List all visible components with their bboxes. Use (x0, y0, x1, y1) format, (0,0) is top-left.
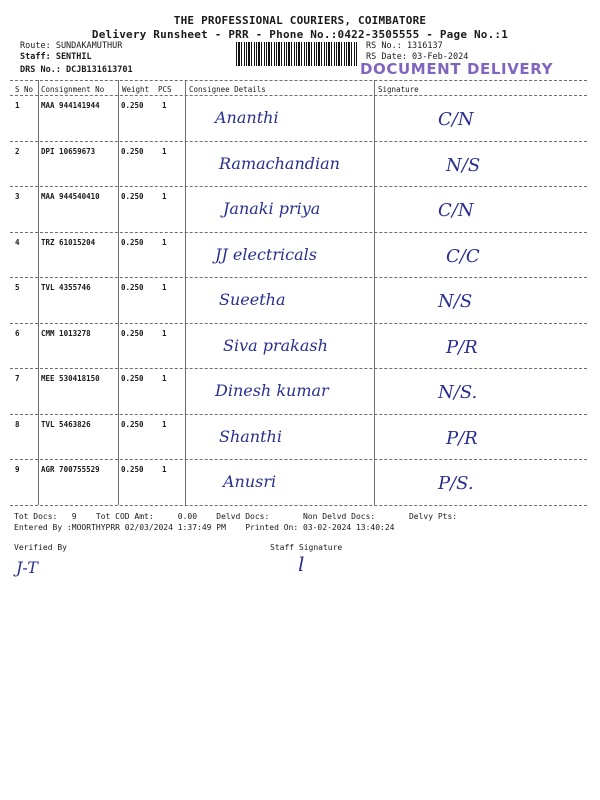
row-signature-handwriting: P/R (446, 427, 478, 449)
column-header-consignment: Consignment No (41, 85, 105, 94)
row-weight: 0.250 (121, 192, 144, 201)
column-header-weight: Weight (122, 85, 150, 94)
route-label: Route: SUNDAKAMUTHUR (20, 41, 123, 51)
row-separator (10, 232, 587, 233)
row-separator (10, 141, 587, 142)
row-signature-handwriting: C/C (446, 245, 480, 267)
row-weight: 0.250 (121, 328, 144, 338)
row-consignee-handwriting: Siva prakash (223, 335, 328, 355)
row-consignee-handwriting: JJ electricals (215, 244, 317, 264)
row-weight: 0.250 (121, 101, 144, 110)
row-signature-handwriting: N/S. (438, 382, 478, 403)
row-serial-number: 2 (15, 146, 20, 156)
row-consignee-handwriting: Sueetha (219, 290, 286, 309)
row-serial-number: 8 (15, 419, 20, 429)
row-pcs: 1 (162, 146, 167, 156)
column-header-pcs: PCS (158, 85, 172, 94)
row-weight: 0.250 (121, 237, 144, 247)
row-serial-number: 1 (15, 101, 20, 110)
totals-line: Tot Docs: 9 Tot COD Amt: 0.00 Delvd Docs: Non Delvd Docs: Delvy Pts: (14, 512, 458, 521)
row-weight: 0.250 (121, 283, 144, 292)
row-signature-handwriting: P/S. (438, 473, 474, 494)
row-consignment-number: AGR 700755529 (41, 465, 100, 474)
row-consignment-number: MEE 530418150 (41, 374, 100, 383)
row-serial-number: 3 (15, 192, 20, 201)
row-separator (10, 277, 587, 278)
row-separator (10, 368, 587, 369)
column-divider (118, 80, 119, 505)
rs-date: RS Date: 03-Feb-2024 (366, 52, 469, 62)
company-title: THE PROFESSIONAL COURIERS, COIMBATORE (173, 14, 427, 27)
column-divider (185, 80, 186, 505)
row-signature-handwriting: N/S (446, 154, 481, 176)
drs-number: DRS No.: DCJB131613701 (20, 65, 133, 75)
staff-signature-mark: l (298, 552, 305, 576)
rs-number: RS No.: 1316137 (366, 41, 443, 51)
row-serial-number: 4 (15, 237, 20, 247)
verified-by-signature: J-T (16, 558, 38, 577)
table-bottom-rule (10, 505, 587, 506)
row-consignment-number: TVL 5463826 (41, 419, 91, 429)
column-header-consignee: Consignee Details (189, 85, 266, 94)
row-serial-number: 6 (15, 328, 20, 338)
row-consignee-handwriting: Shanthi (219, 426, 282, 446)
row-signature-handwriting: P/R (446, 336, 478, 358)
row-weight: 0.250 (121, 465, 144, 474)
runsheet-subtitle: Delivery Runsheet - PRR - Phone No.:0422-3505555 - Page No.:1 (91, 28, 509, 41)
row-separator (10, 414, 587, 415)
column-header-signature: Signature (378, 85, 419, 94)
row-serial-number: 9 (15, 465, 20, 474)
staff-label: Staff: SENTHIL (20, 52, 92, 62)
column-header-sno: S No (15, 85, 34, 94)
row-separator (10, 459, 587, 460)
row-pcs: 1 (162, 374, 167, 383)
row-consignment-number: DPI 10659673 (41, 146, 96, 156)
entered-printed-line: Entered By :MOORTHYPRR 02/03/2024 1:37:49 PM Printed On: 03-02-2024 13:40:24 (14, 523, 395, 532)
row-consignment-number: MAA 944141944 (41, 101, 100, 110)
row-consignee-handwriting: Ananthi (215, 108, 279, 127)
column-divider (374, 80, 375, 505)
row-pcs: 1 (162, 192, 167, 201)
column-divider (38, 80, 39, 505)
row-consignee-handwriting: Dinesh kumar (215, 381, 329, 400)
barcode-image (236, 42, 358, 66)
row-separator (10, 186, 587, 187)
row-weight: 0.250 (121, 374, 144, 383)
row-weight: 0.250 (121, 146, 144, 156)
row-consignee-handwriting: Ramachandian (219, 153, 340, 173)
row-consignment-number: MAA 944540410 (41, 192, 100, 201)
document-delivery-stamp: DOCUMENT DELIVERY (360, 60, 554, 78)
verified-by-label: Verified By (14, 543, 67, 552)
row-consignment-number: TVL 4355746 (41, 283, 91, 292)
row-consignee-handwriting: Janaki priya (223, 199, 321, 218)
row-consignment-number: TRZ 61015204 (41, 237, 96, 247)
row-signature-handwriting: C/N (438, 109, 474, 130)
row-pcs: 1 (162, 237, 167, 247)
row-pcs: 1 (162, 465, 167, 474)
row-serial-number: 5 (15, 283, 20, 292)
row-serial-number: 7 (15, 374, 20, 383)
row-signature-handwriting: C/N (438, 200, 474, 221)
row-pcs: 1 (162, 419, 167, 429)
row-weight: 0.250 (121, 419, 144, 429)
row-pcs: 1 (162, 283, 167, 292)
row-pcs: 1 (162, 328, 167, 338)
row-separator (10, 323, 587, 324)
table-header-rule (10, 95, 587, 96)
table-top-rule (10, 80, 587, 81)
row-pcs: 1 (162, 101, 167, 110)
staff-signature-label: Staff Signature (270, 543, 343, 552)
row-consignment-number: CMM 1013278 (41, 328, 91, 338)
row-signature-handwriting: N/S (438, 291, 473, 312)
row-consignee-handwriting: Anusri (223, 472, 277, 491)
